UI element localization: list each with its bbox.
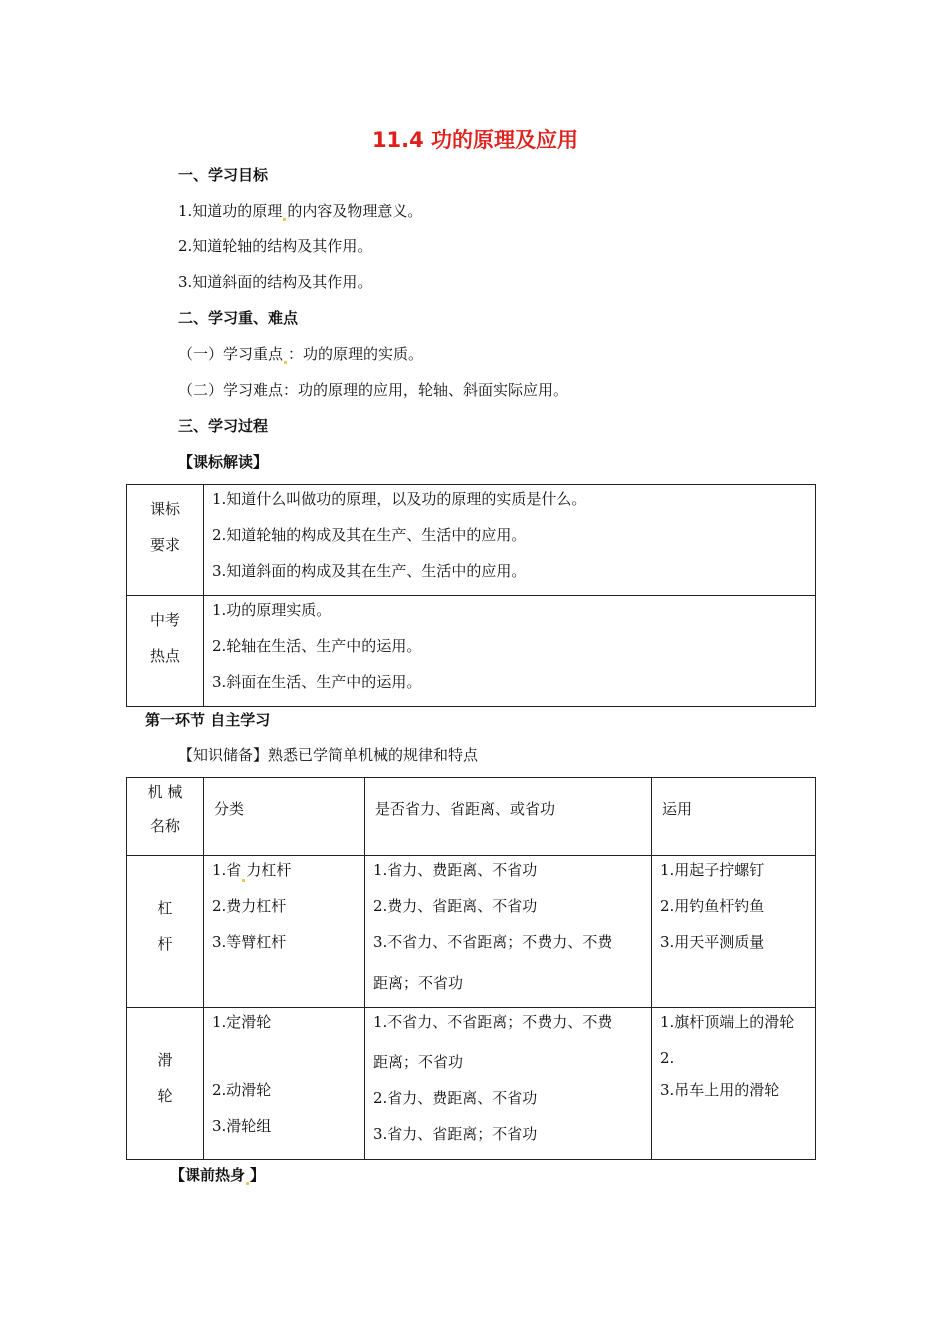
goal-item-1: 1.知道功的原理 的内容及物理意义。: [178, 202, 423, 220]
lever-categories: 1.省 力杠杆 2.费力杠杆 3.等臂杠杆: [204, 856, 365, 1008]
section-heading-process: 三、学习过程: [178, 417, 269, 435]
row-content: 1.知道什么叫做功的原理，以及功的原理的实质是什么。 2.知道轮轴的构成及其在生产、生活中的应用。 3.知道斜面的构成及其在生产、生活中的应用。: [204, 485, 816, 596]
machines-table: [126, 777, 816, 1160]
lever-usages: 1.用起子拧螺钉 2.用钓鱼杆钓鱼 3.用天平测质量: [652, 856, 816, 1008]
table-row: [127, 778, 816, 856]
knowledge-label: 【知识储备】熟悉已学简单机械的规律和特点: [178, 746, 479, 764]
difficulty-point: （二）学习难点：功的原理的应用，轮轴、斜面实际应用。: [178, 381, 569, 399]
row-label: 课标 要求: [127, 485, 204, 596]
row-content: 1.功的原理实质。 2.轮轴在生活、生产中的运用。 3.斜面在生活、生产中的运用。: [204, 596, 816, 707]
section-heading-goals: 一、学习目标: [178, 166, 269, 184]
header-property: 是否省力、省距离、或省功: [365, 778, 652, 856]
curriculum-table: [126, 484, 816, 707]
table-row: [127, 596, 816, 707]
pulley-name: 滑 轮: [127, 1008, 204, 1160]
edit-mark-icon: [283, 218, 286, 221]
pulley-properties: 1.不省力、不省距离；不费力、不费 距离；不省功 2.省力、费距离、不省功 3.省力、省距离；不省功: [365, 1008, 652, 1160]
edit-mark-icon: [242, 879, 245, 882]
pulley-categories: 1.定滑轮 2.动滑轮 3.滑轮组: [204, 1008, 365, 1160]
lever-properties: 1.省力、费距离、不省功 2.费力、省距离、不省功 3.不省力、不省距离；不费力、不费 距离；不省功: [365, 856, 652, 1008]
pulley-usages: 1.旗杆顶端上的滑轮 2. 3.吊车上用的滑轮: [652, 1008, 816, 1160]
warmup-label: 【课前热身 】: [170, 1166, 266, 1184]
page-title: 11.4 功的原理及应用: [371, 128, 579, 152]
row-label: 中考 热点: [127, 596, 204, 707]
table-row: [127, 1008, 816, 1160]
goal-item-2: 2.知道轮轴的结构及其作用。: [178, 237, 373, 255]
edit-mark-icon: [284, 361, 287, 364]
goal-item-3: 3.知道斜面的结构及其作用。: [178, 273, 373, 291]
section-heading-keypoints: 二、学习重、难点: [178, 309, 299, 327]
header-category: 分类: [204, 778, 365, 856]
table-row: [127, 485, 816, 596]
table-row: [127, 856, 816, 1008]
lever-name: 杠 杆: [127, 856, 204, 1008]
kebiao-label: 【课标解读】: [178, 453, 269, 471]
edit-mark-icon: [246, 1182, 249, 1185]
header-name: 机 械 名称: [127, 778, 204, 856]
header-usage: 运用: [652, 778, 816, 856]
key-point: （一）学习重点 ：功的原理的实质。: [178, 345, 424, 363]
section-heading-self-study: 第一环节 自主学习: [145, 711, 271, 729]
